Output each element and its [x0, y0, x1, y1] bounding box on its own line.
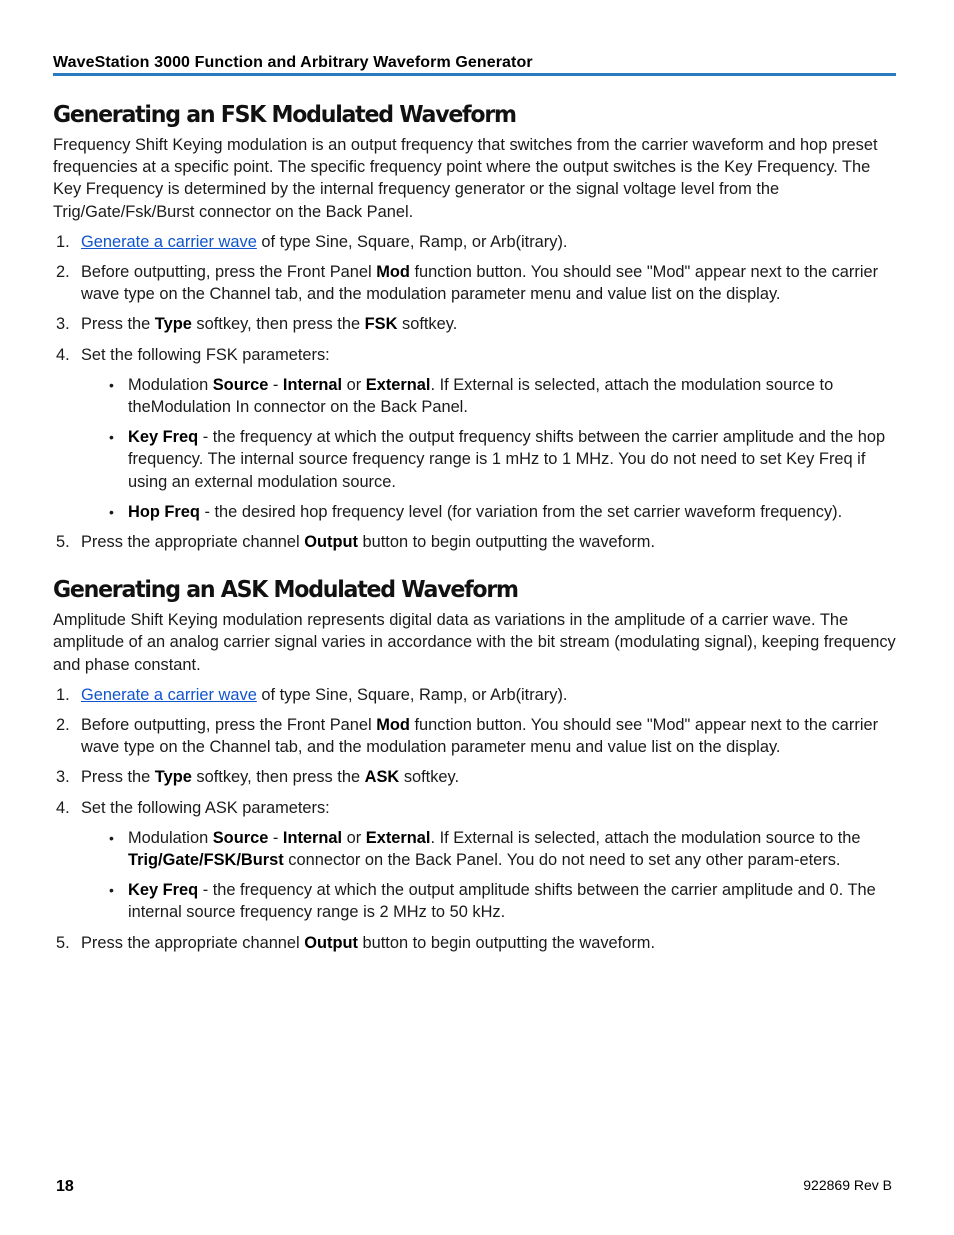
- page-content: [53, 100, 896, 962]
- step-text: softkey, then press the: [191, 315, 365, 334]
- ask-section: [53, 575, 896, 954]
- param-text: . If External is selected, attach the modulation source to the: [430, 828, 861, 847]
- param-text: . If External is selected, attach the modulation source to theModulation In connector on the Back Panel.: [128, 375, 834, 417]
- param-term: Key Freq: [128, 428, 199, 447]
- ask-intro-paragraph: Amplitude Shift Keying modulation represents digital data as variations in the amplitude of a carrier wave. The amplitude of an analog carrier signal varies in accordance with the bit stream (modulating signal), keeping frequency and phase constant.: [53, 611, 896, 674]
- step-text: Press the: [81, 315, 155, 334]
- fsk-intro-paragraph: Frequency Shift Keying modulation is an output frequency that switches from the carrier waveform and hop preset frequencies at a specific point. The specific frequency point where the output switches is the Key Frequency. The Key Frequency is determined by the internal frequency generator or the signal voltage level from the Trig/Gate/Fsk/Burst connector on the Back Panel.: [53, 136, 878, 221]
- step-text: of type Sine, Square, Ramp, or Arb(itrary).: [256, 232, 568, 251]
- fsk-step-4: [53, 344, 896, 523]
- param-text: - the frequency at which the output amplitude shifts between the carrier amplitude and 0. The internal source frequency range is 2 MHz to 50 kHz.: [128, 881, 876, 922]
- fsk-softkey-label: FSK: [364, 315, 398, 334]
- step-number: 3.: [56, 315, 70, 334]
- type-softkey-label: Type: [154, 768, 192, 787]
- step-number: 1.: [56, 685, 70, 704]
- step-text: Press the appropriate channel: [81, 533, 305, 552]
- param-term: Internal: [282, 828, 343, 847]
- ask-parameters-list: [81, 827, 896, 924]
- fsk-step-1: [53, 231, 896, 253]
- step-text: softkey, then press the: [191, 768, 365, 787]
- fsk-param-source: [81, 374, 896, 418]
- fsk-section-title: Generating an FSK Modulated Waveform: [53, 102, 516, 128]
- step-text: function button. You should see "Mod" appear next to the carrier wave type on the Channel tab, and the modulation parameter menu and value list on the display.: [81, 263, 879, 304]
- step-number: 3.: [56, 768, 70, 787]
- ask-step-2: [53, 714, 896, 758]
- fsk-step-3: [53, 313, 896, 335]
- param-text: Modulation: [128, 828, 213, 847]
- step-text: softkey.: [397, 315, 458, 334]
- step-number: 2.: [56, 263, 70, 282]
- bullet-icon: •: [109, 503, 114, 520]
- ask-step-3: [53, 766, 896, 788]
- step-number: 1.: [56, 232, 70, 251]
- step-number: 2.: [56, 716, 70, 735]
- mod-button-label: Mod: [376, 716, 410, 735]
- document-id: 922869 Rev B: [803, 1177, 892, 1193]
- step-text: button to begin outputting the waveform.: [357, 533, 656, 552]
- ask-section-title: Generating an ASK Modulated Waveform: [53, 577, 518, 604]
- fsk-steps-list: [53, 231, 896, 553]
- param-text: connector on the Back Panel. You do not need to set any other param-eters.: [283, 851, 841, 870]
- param-term: Internal: [282, 375, 343, 394]
- bullet-icon: •: [109, 882, 114, 899]
- ask-step-4: [53, 797, 896, 924]
- fsk-step-2: [53, 261, 896, 305]
- bullet-icon: •: [109, 429, 114, 446]
- step-text: function button. You should see "Mod" appear next to the carrier wave type on the Channel tab, and the modulation parameter menu and value list on the display.: [81, 716, 879, 757]
- mod-button-label: Mod: [376, 263, 410, 282]
- output-button-label: Output: [304, 933, 358, 952]
- step-text: Set the following FSK parameters:: [81, 345, 330, 364]
- generate-carrier-wave-link[interactable]: Generate a carrier wave: [81, 685, 257, 704]
- ask-step-5: [53, 932, 896, 954]
- ask-step-1: [53, 684, 896, 706]
- step-number: 5.: [56, 933, 70, 952]
- step-text: Set the following ASK parameters:: [81, 798, 330, 817]
- fsk-param-key-freq: [81, 426, 896, 493]
- ask-param-key-freq: [81, 879, 896, 923]
- ask-softkey-label: ASK: [364, 768, 400, 787]
- step-text: Before outputting, press the Front Panel: [81, 716, 377, 735]
- step-text: Press the appropriate channel: [81, 933, 305, 952]
- step-text: softkey.: [399, 768, 460, 787]
- fsk-section: [53, 100, 896, 553]
- param-text: or: [342, 828, 366, 847]
- header-rule: [53, 73, 896, 76]
- param-text: Modulation: [128, 375, 213, 394]
- step-number: 5.: [56, 533, 70, 552]
- param-term: Source: [212, 828, 269, 847]
- generate-carrier-wave-link[interactable]: Generate a carrier wave: [81, 232, 257, 251]
- bullet-icon: •: [109, 376, 114, 393]
- step-text: of type Sine, Square, Ramp, or Arb(itrary).: [256, 685, 568, 704]
- fsk-parameters-list: [81, 374, 896, 523]
- param-term: Trig/Gate/FSK/Burst: [128, 851, 284, 870]
- bullet-icon: •: [109, 829, 114, 846]
- param-term: Key Freq: [128, 881, 199, 900]
- step-text: Press the: [81, 768, 155, 787]
- output-button-label: Output: [304, 533, 358, 552]
- step-number: 4.: [56, 798, 70, 817]
- running-header: WaveStation 3000 Function and Arbitrary Waveform Generator: [53, 54, 533, 71]
- step-number: 4.: [56, 345, 70, 364]
- ask-param-source: [81, 827, 896, 871]
- param-text: -: [268, 828, 283, 847]
- param-text: - the frequency at which the output frequency shifts between the carrier amplitude and the hop frequency. The internal source frequency range is 1 mHz to 1 MHz. You do not need to set Key Freq if using an external modulation source.: [128, 428, 886, 491]
- param-term: Source: [212, 375, 269, 394]
- param-text: or: [342, 375, 366, 394]
- param-term: Hop Freq: [128, 502, 200, 521]
- step-text: button to begin outputting the waveform.: [357, 933, 656, 952]
- step-text: Before outputting, press the Front Panel: [81, 263, 377, 282]
- type-softkey-label: Type: [154, 315, 192, 334]
- param-text: - the desired hop frequency level (for variation from the set carrier waveform frequency).: [199, 502, 843, 521]
- page-number: 18: [56, 1178, 74, 1195]
- param-text: -: [268, 375, 283, 394]
- param-term: External: [365, 375, 431, 394]
- fsk-step-5: [53, 531, 896, 553]
- fsk-param-hop-freq: [81, 501, 896, 523]
- ask-steps-list: [53, 684, 896, 954]
- param-term: External: [365, 828, 431, 847]
